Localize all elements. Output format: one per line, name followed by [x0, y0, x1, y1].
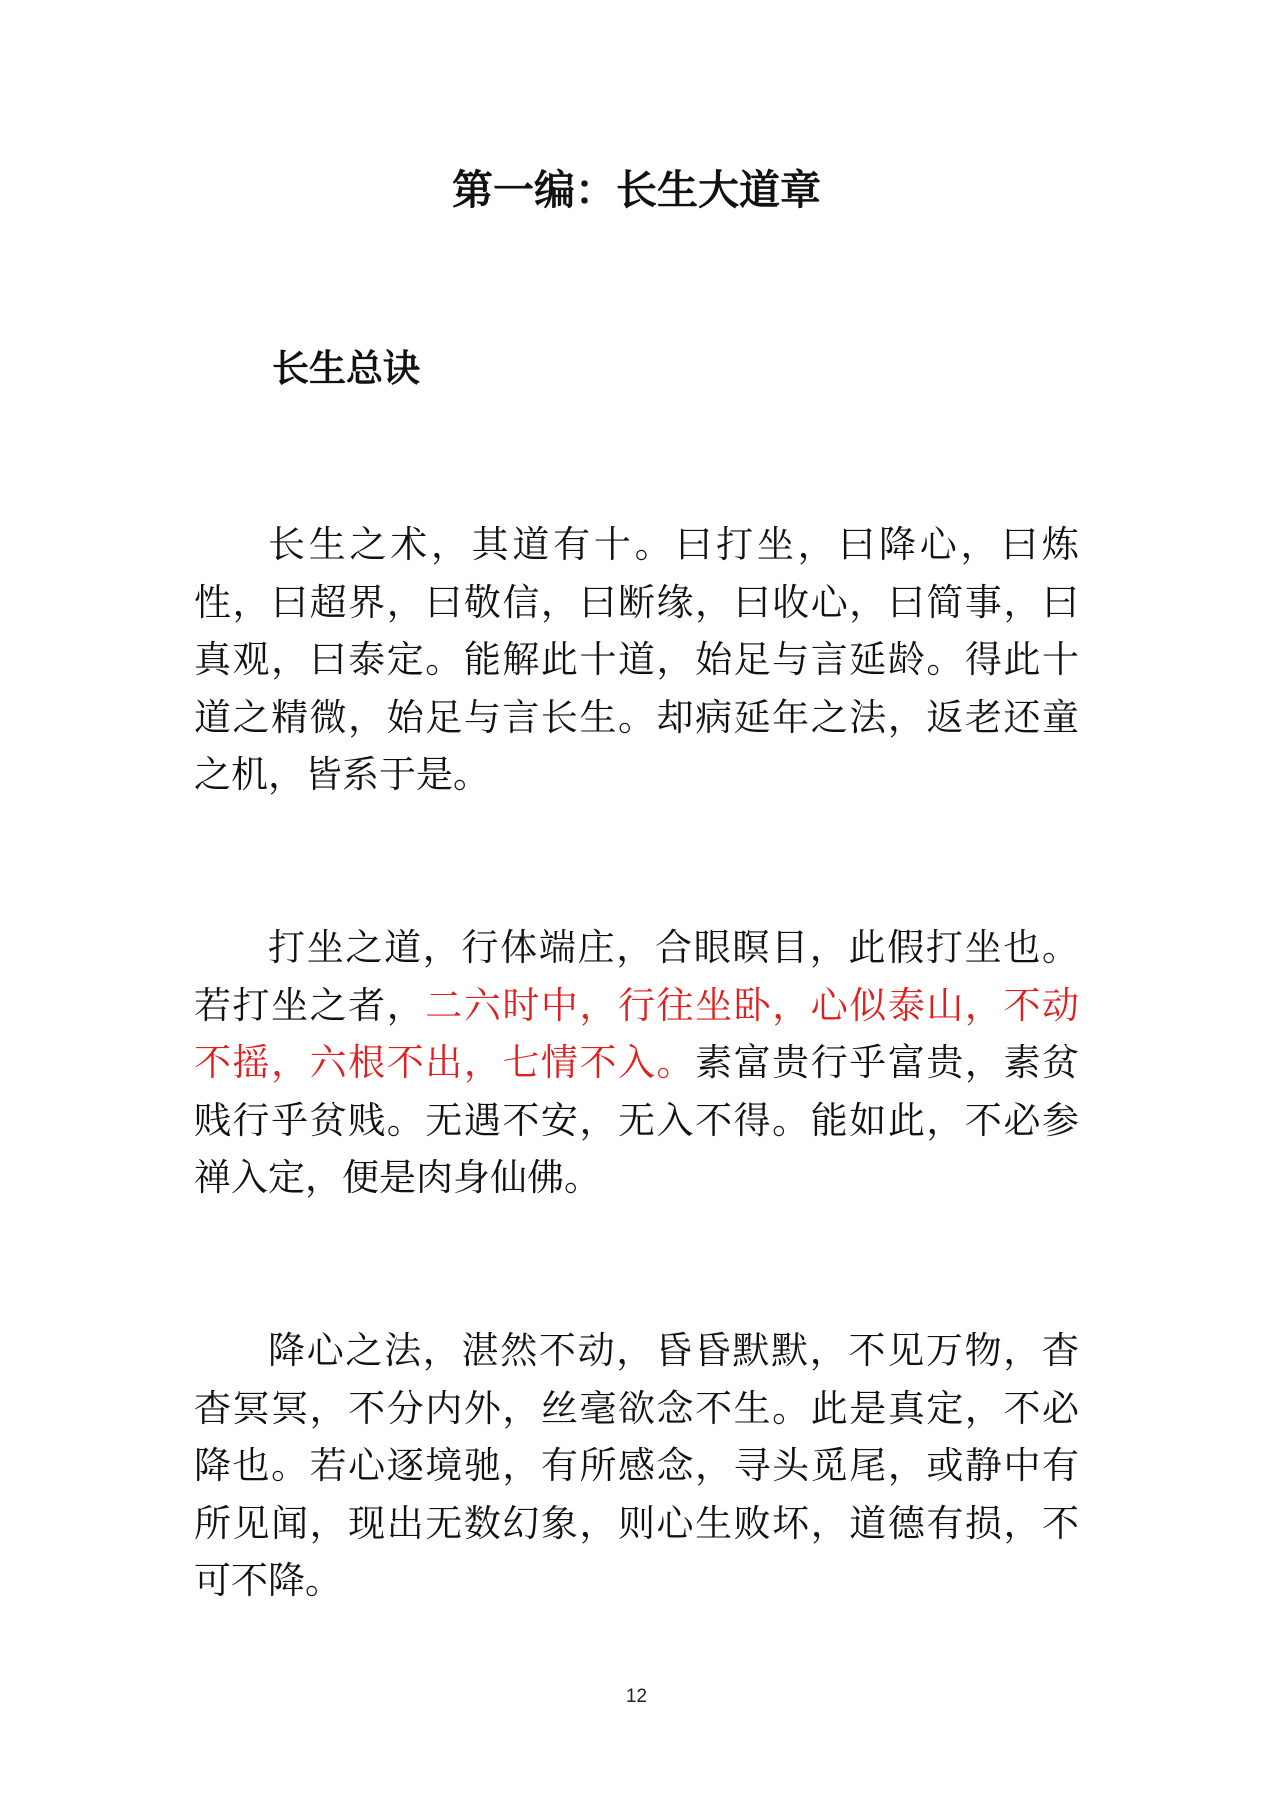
page-number: 12 [625, 1686, 648, 1707]
paragraph-3-text: 降心之法，湛然不动，昏昏默默，不见万物，杳杳冥冥，不分内外，丝毫欲念不生。此是真定，不必降也。若心逐境驰，有所感念，寻头觅尾，或静中有所见闻，现出无数幻象，则心生败坏，道德有损，不可不降。 [194, 1329, 1079, 1602]
paragraph-3 [194, 1322, 1079, 1610]
paragraph-2-text-before: 打坐之道，行体端庄，合眼瞑目，此假打坐也。若打坐之者， [194, 926, 1079, 1027]
paragraph-1 [194, 516, 1079, 804]
section-heading: 长生总诀 [272, 346, 420, 390]
paragraph-2 [194, 919, 1079, 1207]
paragraph-1-text: 长生之术，其道有十。曰打坐，曰降心，曰炼性，曰超界，曰敬信，曰断缘，曰收心，曰简事，曰真观，曰泰定。能解此十道，始足与言延龄。得此十道之精微，始足与言长生。却病延年之法，返老还童之机，皆系于是。 [194, 523, 1079, 796]
chapter-title: 第一编：长生大道章 [452, 166, 821, 214]
paragraph-2-text-after: 素富贵行乎富贵，素贫贱行乎贫贱。无遇不安，无入不得。能如此，不必参禅入定，便是肉身仙佛。 [194, 1041, 1080, 1199]
paragraph-2-highlight: 二六时中，行往坐卧，心似泰山，不动不摇，六根不出，七情不入。 [194, 983, 1080, 1084]
